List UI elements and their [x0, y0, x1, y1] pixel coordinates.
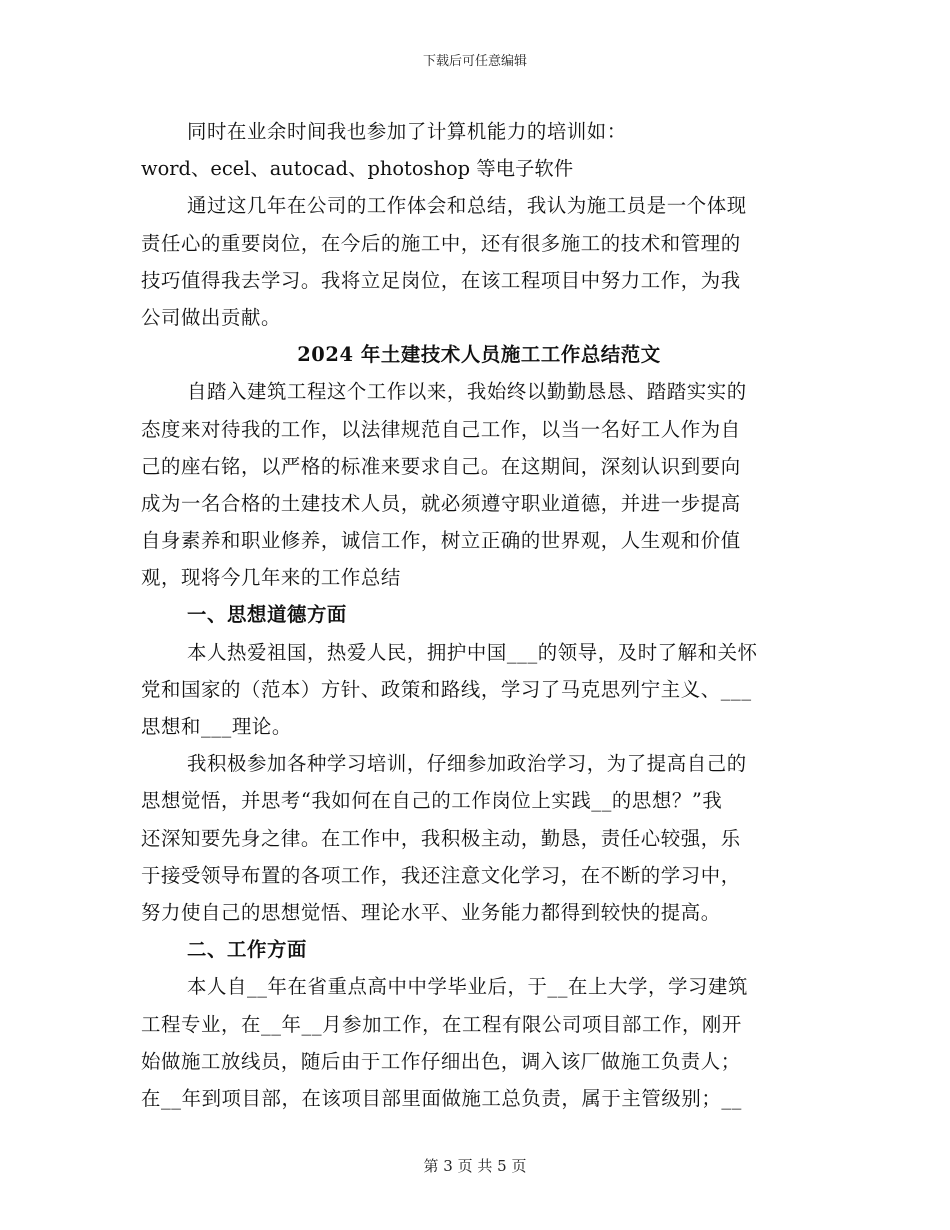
body-line: 观，现将今几年来的工作总结: [141, 566, 401, 590]
body-line: 通过这几年在公司的工作体会和总结，我认为施工员是一个体现: [187, 194, 747, 218]
body-line: 成为一名合格的土建技术人员，就必须遵守职业道德，并进一步提高: [141, 491, 741, 515]
body-line: 本人热爱祖国，热爱人民，拥护中国___的领导，及时了解和关怀: [187, 640, 758, 664]
body-line: 于接受领导布置的各项工作，我还注意文化学习，在不断的学习中，: [141, 863, 741, 887]
body-line: 思想和___理论。: [141, 715, 292, 738]
body-line: 努力使自己的思想觉悟、理论水平、业务能力都得到较快的提高。: [141, 900, 721, 924]
document-title: 2024 年土建技术人员施工工作总结范文: [297, 343, 661, 367]
document-body: [141, 113, 809, 1117]
body-line: 党和国家的（范本）方针、政策和路线，学习了马克思列宁主义、___: [141, 677, 752, 701]
body-line: 工程专业，在__年__月参加工作，在工程有限公司项目部工作，刚开: [141, 1012, 742, 1036]
body-line: 己的座右铭，以严格的标准来要求自己。在这期间，深刻认识到要向: [141, 454, 741, 478]
body-line: 思想觉悟，并思考“我如何在自己的工作岗位上实践__的思想？”我: [141, 789, 723, 813]
body-line: 始做施工放线员，随后由于工作仔细出色，调入该厂做施工负责人；: [141, 1049, 741, 1073]
body-line: 责任心的重要岗位，在今后的施工中，还有很多施工的技术和管理的: [141, 231, 741, 255]
body-line: 公司做出贡献。: [141, 305, 281, 329]
body-line: 本人自__年在省重点高中中学毕业后，于__在上大学，学习建筑: [187, 975, 748, 999]
page-footer: 第 3 页 共 5 页: [423, 1157, 527, 1175]
body-line: 自身素养和职业修养，诚信工作，树立正确的世界观，人生观和价值: [141, 529, 741, 553]
body-line: 同时在业余时间我也参加了计算机能力的培训如：: [187, 120, 627, 143]
body-line: 还深知要先身之律。在工作中，我积极主动，勤恳，责任心较强，乐: [141, 826, 741, 850]
body-line: 自踏入建筑工程这个工作以来，我始终以勤勤恳恳、踏踏实实的: [187, 380, 747, 404]
section-heading: 二、工作方面: [187, 938, 307, 962]
body-line: 我积极参加各种学习培训，仔细参加政治学习，为了提高自己的: [187, 752, 747, 776]
body-line: 技巧值得我去学习。我将立足岗位，在该工程项目中努力工作，为我: [141, 268, 741, 292]
section-heading: 一、思想道德方面: [187, 603, 347, 627]
body-line: word、ecel、autocad、photoshop 等电子软件: [141, 157, 574, 181]
body-line: 在__年到项目部，在该项目部里面做施工总负责，属于主管级别；__: [141, 1086, 742, 1110]
body-line: 态度来对待我的工作，以法律规范自己工作，以当一名好工人作为自: [141, 417, 741, 441]
page-header: 下载后可任意编辑: [422, 54, 527, 69]
